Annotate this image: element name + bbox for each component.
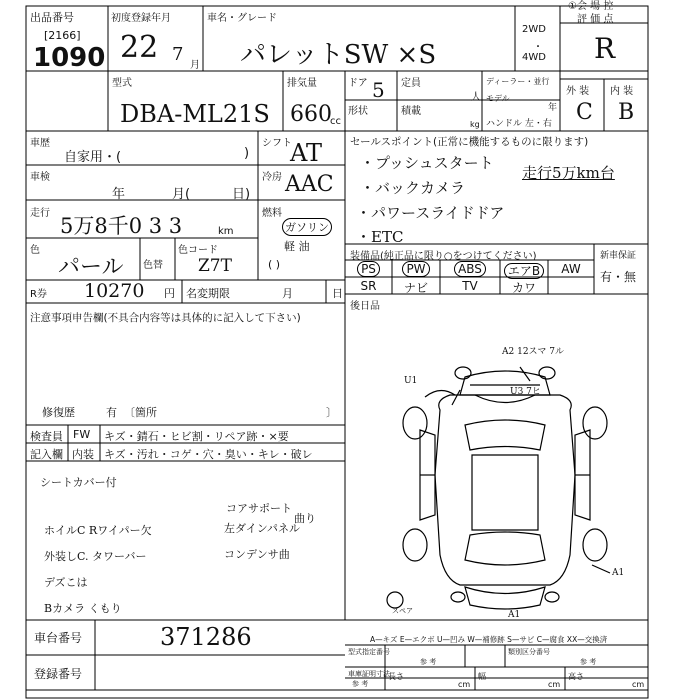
equip-airbag: エアB bbox=[500, 262, 548, 279]
handwritten-note-5: Bカメラ くもり bbox=[44, 602, 122, 615]
door-value: 5 bbox=[372, 78, 385, 102]
equipment-label: 装備品(純正品に限り○をつけてください) bbox=[350, 251, 537, 262]
sales-point-label: セールスポイント(正常に機能するものに限ります) bbox=[350, 136, 589, 148]
mileage-label: 走行 bbox=[30, 208, 50, 219]
handwritten-right-1: コアサポート bbox=[226, 502, 292, 515]
interior-grade: B bbox=[618, 100, 635, 125]
new-car-warranty-value: 有・無 bbox=[600, 270, 637, 284]
inspection-year: 年 bbox=[112, 187, 126, 202]
color-code-value: Z7T bbox=[198, 256, 232, 276]
history-close: ) bbox=[244, 146, 250, 161]
fuel-gasoline: ガソリン bbox=[282, 218, 332, 236]
new-car-warranty-label: 新車保証 bbox=[600, 251, 637, 261]
model-label: 型式 bbox=[112, 78, 132, 89]
exterior-grade: C bbox=[576, 100, 593, 125]
inspector-items: キズ・錆石・ヒビ割・リペア跡・×要 bbox=[104, 430, 289, 443]
mileage-unit: km bbox=[218, 226, 234, 237]
name-change-month: 月 bbox=[282, 287, 293, 300]
diagram-note-a1-right: A1 bbox=[612, 568, 625, 578]
length-unit: cm bbox=[458, 680, 471, 689]
drive-2wd: 2WD bbox=[522, 24, 546, 35]
equip-abs: ABS bbox=[440, 262, 500, 276]
model-cert-ref: 参 考 bbox=[420, 658, 437, 666]
notes-label: 注意事項申告欄(不具合内容等は具体的に記入して下さい) bbox=[30, 312, 301, 324]
name-change-day: 日 bbox=[332, 287, 343, 300]
first-registration-label: 初度登録年月 bbox=[111, 13, 171, 24]
handwritten-note-2: ホイルC Rワイパー欠 bbox=[44, 524, 152, 537]
grade-label: 評 価 点 bbox=[577, 14, 614, 25]
displacement-value: 660 bbox=[290, 102, 332, 127]
later-items-label: 後日品 bbox=[350, 301, 380, 312]
garage-dims-ref: 参 考 bbox=[352, 680, 369, 688]
capacity-unit: 人 bbox=[471, 92, 481, 103]
recycle-value: 10270 bbox=[84, 280, 145, 302]
shift-value: AT bbox=[290, 139, 323, 167]
sales-point-2: ・バックカメラ bbox=[360, 179, 466, 197]
repair-history-value: 有 bbox=[106, 406, 117, 419]
handwritten-right-3: コンデンサ曲 bbox=[224, 548, 290, 561]
mileage-value: 5万8千0 3 3 bbox=[60, 214, 183, 238]
equip-aw: AW bbox=[561, 262, 581, 276]
recycle-label: R券 bbox=[30, 289, 47, 300]
handwritten-right-2: 左ダインパネル bbox=[224, 522, 301, 535]
displacement-unit: cc bbox=[330, 116, 341, 127]
model-year-label: モデル bbox=[486, 94, 510, 103]
car-name-label: 車名・グレード bbox=[207, 13, 277, 24]
damage-legend: A—キズ E—エクボ U—凹み W—補修跡 S—サビ C—腐食 XX—交換済 bbox=[370, 635, 608, 644]
lot-sub-number: [2166] bbox=[44, 29, 81, 42]
history-value: 自家用・( bbox=[64, 150, 122, 165]
displacement-label: 排気量 bbox=[287, 78, 317, 89]
car-damage-diagram bbox=[380, 355, 630, 615]
shape-label: 形状 bbox=[348, 106, 368, 117]
handle-label: ハンドル 左・右 bbox=[486, 119, 552, 129]
diagram-note-u3: U3 7ヒ bbox=[510, 387, 541, 397]
equip-pw: PW bbox=[392, 262, 440, 276]
drive-4wd: 4WD bbox=[522, 52, 546, 63]
history-label: 車歴 bbox=[30, 138, 50, 149]
model-value: DBA-ML21S bbox=[120, 100, 270, 128]
registration-number-label: 登録番号 bbox=[34, 667, 83, 681]
model-cert-label: 型式指定番号 bbox=[348, 648, 390, 656]
equip-ps: PS bbox=[345, 262, 392, 276]
exterior-label: 外 装 bbox=[566, 86, 590, 97]
capacity-label: 定員 bbox=[401, 78, 421, 89]
grade-value: R bbox=[594, 32, 616, 65]
model-year-unit: 年 bbox=[548, 103, 558, 113]
equip-leather: カワ bbox=[511, 281, 536, 295]
inspection-day: 日) bbox=[232, 187, 251, 202]
garage-dims-label: 車庫証明寸法 bbox=[348, 670, 390, 678]
sales-point-3: ・パワースライドドア bbox=[356, 204, 505, 222]
color-label: 色 bbox=[30, 245, 40, 256]
car-name-grade: パレットSW ×S bbox=[240, 40, 437, 70]
inspector-fw: FW bbox=[73, 428, 91, 441]
drive-separator: ・ bbox=[533, 42, 543, 53]
color-code-label: 色コード bbox=[178, 245, 218, 256]
entry-interior: 内装 bbox=[72, 448, 94, 461]
height-unit: cm bbox=[632, 680, 645, 689]
equip-tv: TV bbox=[462, 279, 478, 293]
repair-history-label: 修復歴 bbox=[42, 406, 75, 419]
first-registration-month-unit: 月 bbox=[190, 60, 200, 71]
first-registration-year: 22 bbox=[120, 30, 159, 65]
dealer-label: ディーラー・並行 bbox=[486, 77, 550, 86]
inspection-label: 車検 bbox=[30, 172, 50, 183]
ac-label: 冷房 bbox=[262, 172, 282, 183]
load-unit: kg bbox=[470, 120, 480, 129]
first-registration-month: 7 bbox=[172, 44, 184, 65]
fuel-other: ( ) bbox=[268, 258, 281, 271]
equip-navi: ナビ bbox=[403, 281, 428, 295]
equip-sr: SR bbox=[360, 279, 377, 293]
color-change-label: 色替 bbox=[143, 260, 163, 271]
diagram-note-a1-bottom: A1 bbox=[508, 610, 521, 620]
length-label: 長さ bbox=[388, 672, 404, 681]
height-label: 高さ bbox=[568, 672, 584, 681]
mileage-note: 走行5万km台 bbox=[522, 164, 615, 182]
color-value: パール bbox=[58, 255, 124, 280]
load-label: 積載 bbox=[401, 106, 421, 117]
shift-label: シフト bbox=[262, 138, 292, 149]
interior-label: 内 装 bbox=[610, 86, 634, 97]
repair-close: 〕 bbox=[326, 406, 337, 419]
sales-point-1: ・プッシュスタート bbox=[360, 154, 494, 172]
lot-number: 1090 bbox=[33, 43, 106, 73]
handwritten-note-3: 外装しC. タワーバー bbox=[44, 550, 147, 563]
class-number-label: 類別区分番号 bbox=[508, 648, 550, 656]
fuel-diesel: 軽 油 bbox=[284, 240, 310, 253]
sales-point-4: ・ETC bbox=[356, 228, 404, 246]
inspection-month: 月( bbox=[172, 187, 191, 202]
diagram-note-u1: U1 bbox=[404, 376, 418, 386]
handwritten-right-bracket: 曲り bbox=[294, 512, 316, 525]
diagram-spare-label: スペア bbox=[392, 607, 413, 615]
diagram-note-a2: A2 12スマ 7ル bbox=[502, 347, 564, 357]
width-unit: cm bbox=[548, 680, 561, 689]
top-right-label: ①会 場 控 bbox=[568, 1, 614, 12]
door-label: ドア bbox=[348, 78, 368, 89]
class-number-ref: 参 考 bbox=[580, 658, 597, 666]
chassis-number-value: 371286 bbox=[160, 623, 252, 651]
entry-items: キズ・汚れ・コゲ・穴・臭い・キレ・破レ bbox=[104, 448, 313, 461]
fuel-label: 燃料 bbox=[262, 208, 282, 219]
name-change-label: 名変期限 bbox=[186, 287, 230, 300]
inspector-label: 検査員 bbox=[30, 430, 63, 443]
repair-place: 〔箇所 bbox=[124, 406, 157, 419]
ac-value: AAC bbox=[285, 172, 334, 197]
handwritten-note-4: デズこは bbox=[44, 576, 88, 589]
width-label: 幅 bbox=[478, 672, 486, 681]
entry-label: 記入欄 bbox=[30, 448, 63, 461]
recycle-unit: 円 bbox=[164, 287, 175, 300]
handwritten-note-1: シートカバー付 bbox=[40, 476, 117, 489]
lot-number-label: 出品番号 bbox=[30, 11, 74, 24]
chassis-number-label: 車台番号 bbox=[34, 631, 83, 645]
